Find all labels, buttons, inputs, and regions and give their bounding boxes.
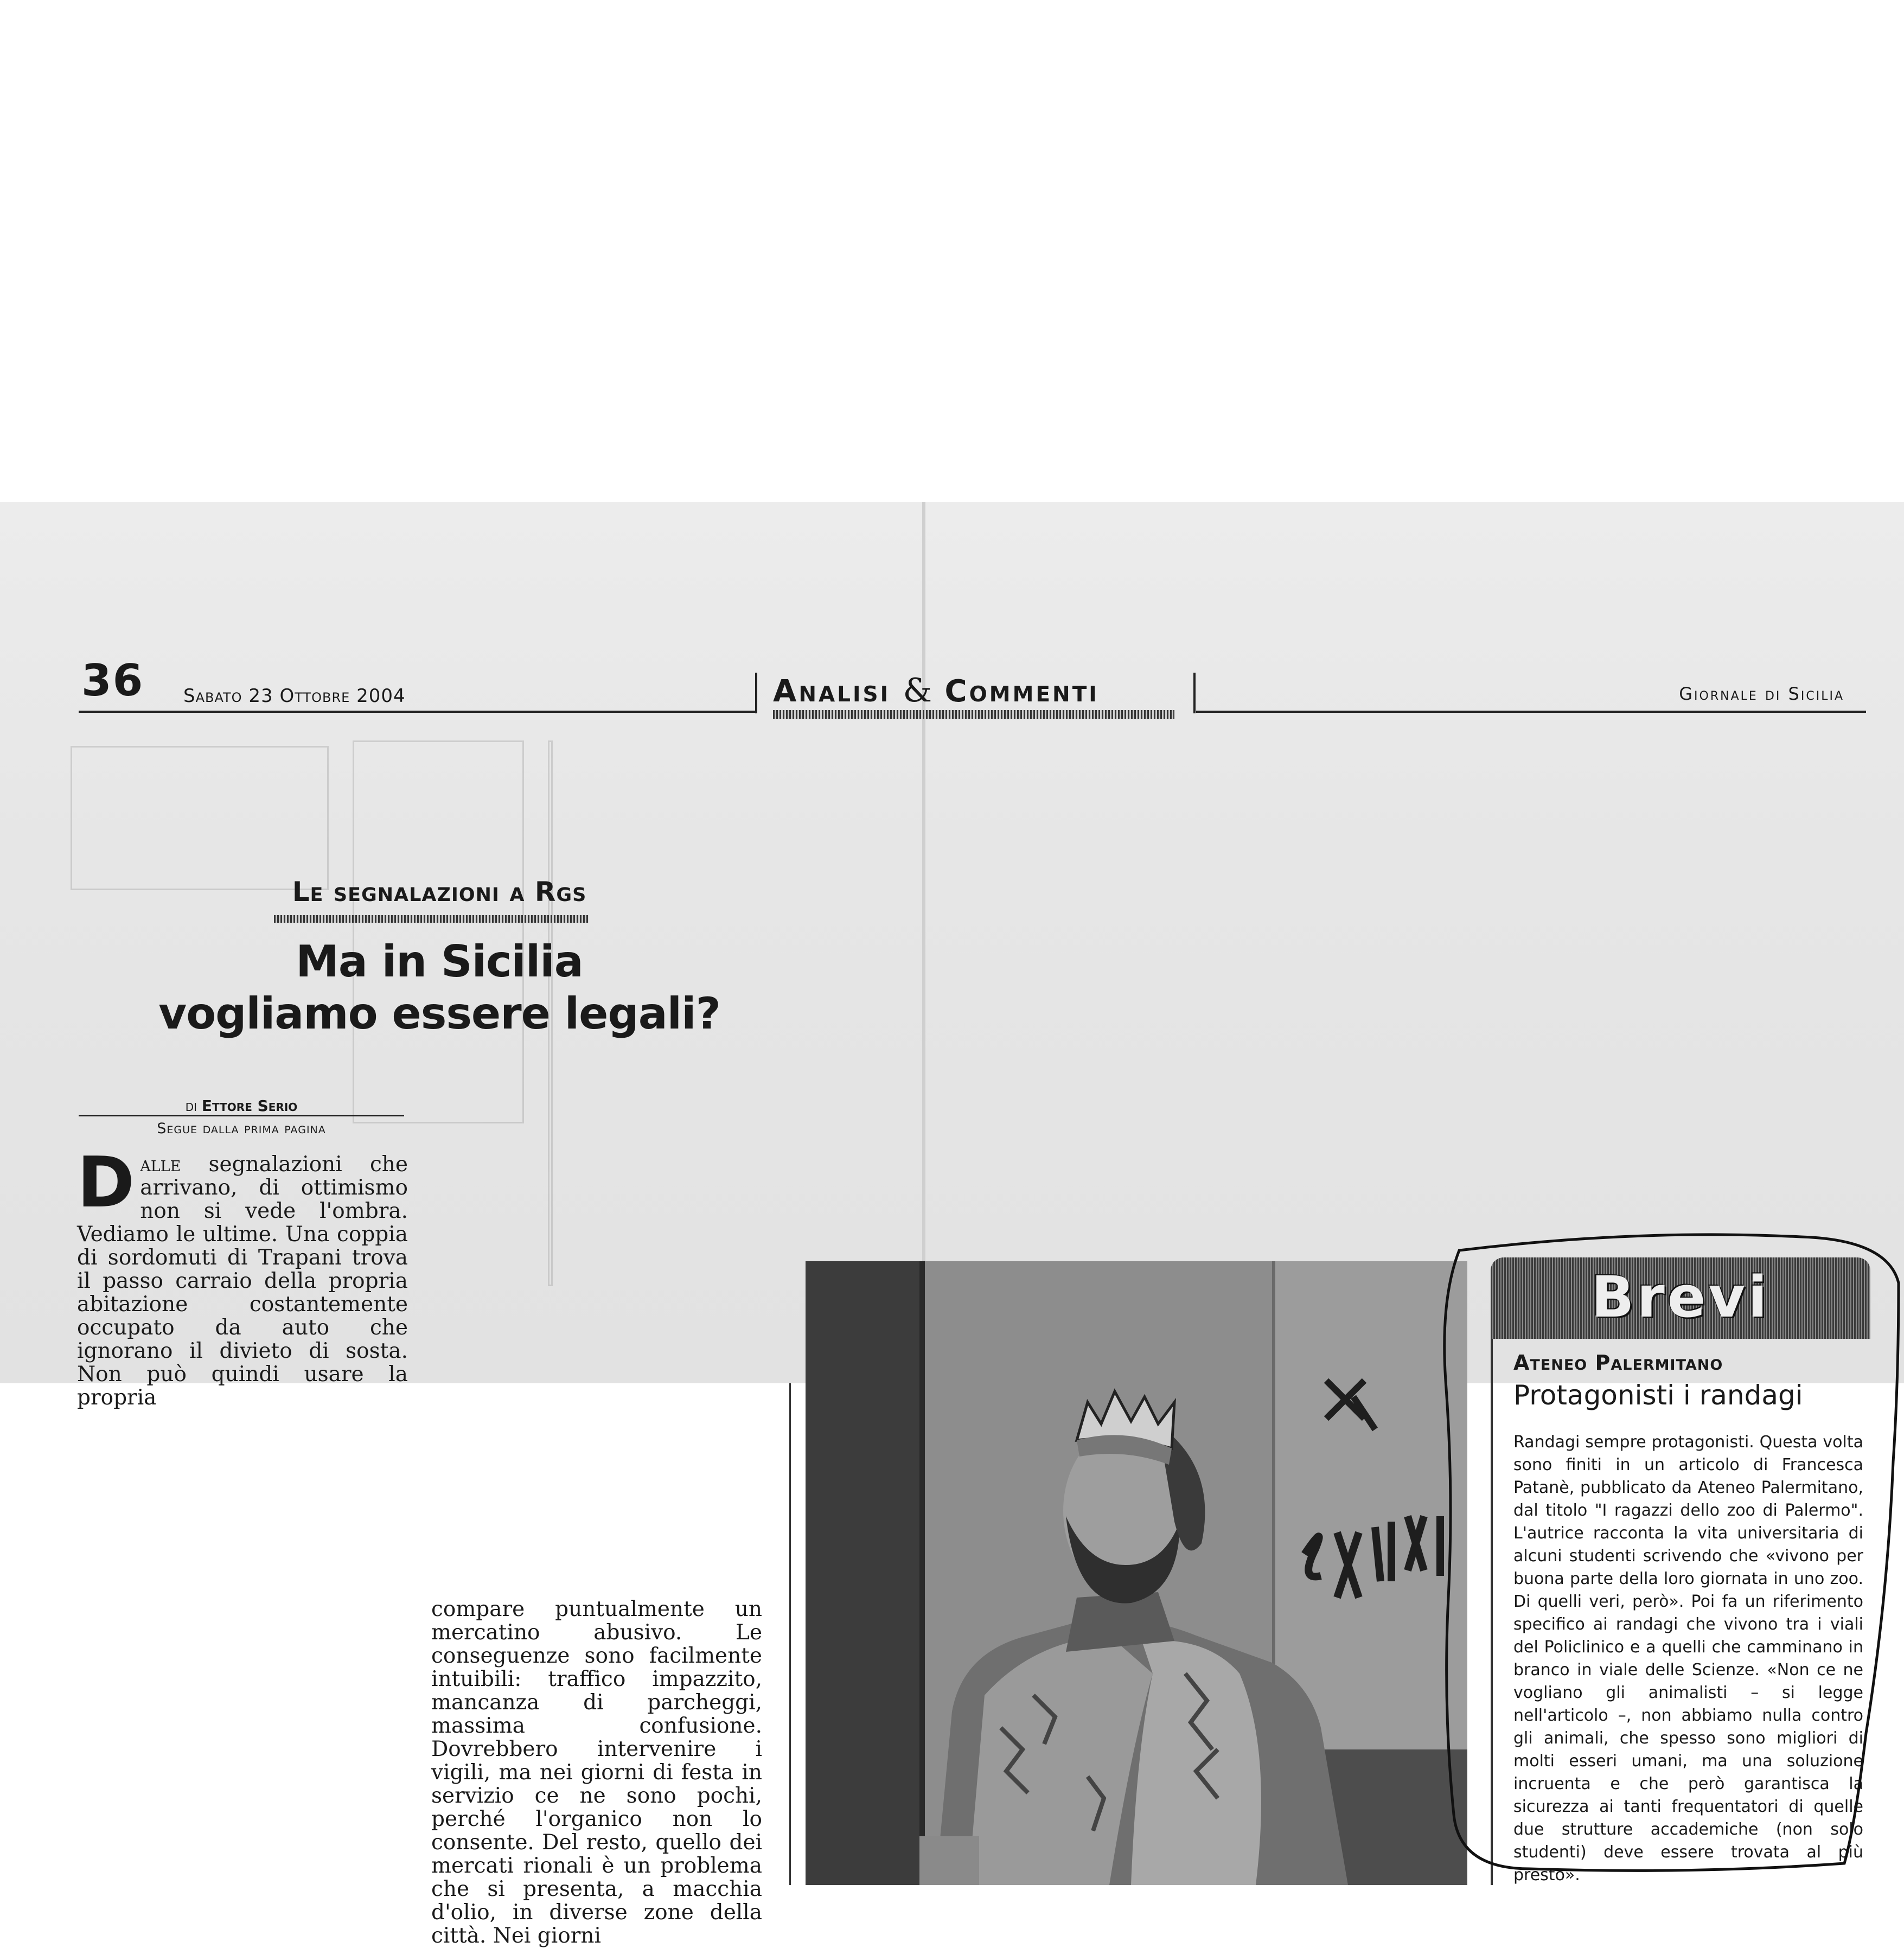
section-hatch-rule bbox=[773, 710, 1174, 719]
article-column-2: compare puntualmente un mercatino abusivo. Le conseguenze sono facilmente intuibili: traffico impazzito, mancanza di parcheggi, massima confusione. Dovrebbero intervenire i vigili, ma nei giorni di festa in servizio ce ne sono pochi, perché l'organico non lo consente. Del resto, quello dei mercati rionali è un problema che si presenta, a macchia d'olio, in diverse zone della città. Nei giorni bbox=[431, 1597, 762, 1948]
dropcap: D bbox=[77, 1142, 135, 1223]
article-column-1 bbox=[77, 1142, 408, 1410]
newspaper-name: Giornale di Sicilia bbox=[1679, 684, 1844, 704]
section-divider-left bbox=[755, 673, 757, 713]
section-title-amp: & bbox=[903, 672, 932, 710]
brevi-headline: Protagonisti i randagi bbox=[1513, 1379, 1803, 1411]
page-fold bbox=[922, 502, 925, 1383]
section-title bbox=[773, 672, 1099, 710]
header-rule-right bbox=[1196, 711, 1866, 713]
brevi-kicker: Ateneo Palermitano bbox=[1513, 1351, 1723, 1375]
pen-annotation bbox=[1421, 1218, 1904, 1885]
lead-word: alle bbox=[140, 1152, 181, 1177]
newspaper-page bbox=[0, 502, 1904, 1948]
column-1-text: segnalazioni che arrivano, di ottimismo non si vede l'ombra. Vediamo le ultime. Una coppia di sordomuti di Trapani trova il passo carraio della propria abitazione costantemente occupato da auto che ignorano il divieto di sosta. Non può quindi usare la propria bbox=[77, 1152, 408, 1410]
byline-rule bbox=[79, 1115, 404, 1116]
page-number: 36 bbox=[81, 655, 144, 706]
article-kicker: Le segnalazioni a Rgs bbox=[292, 876, 587, 908]
continued-from-front: Segue dalla prima pagina bbox=[157, 1120, 326, 1137]
brevi-title: Brevi bbox=[1591, 1264, 1770, 1330]
section-title-left: Analisi bbox=[773, 674, 891, 709]
section-divider-right bbox=[1193, 673, 1196, 713]
article-headline bbox=[81, 936, 797, 1040]
headline-line-1: Ma in Sicilia bbox=[296, 936, 583, 987]
statue-photo bbox=[806, 1261, 1467, 1885]
byline bbox=[79, 1097, 404, 1115]
byline-author: Ettore Serio bbox=[201, 1097, 298, 1115]
headline-line-2: vogliamo essere legali? bbox=[158, 988, 720, 1039]
brevi-text: Randagi sempre protagonisti. Questa volta sono finiti in un articolo di Francesca Patanè, pubblicato da Ateneo Palermitano, dal titolo "I ragazzi dello zoo di Palermo". L'autrice racconta la vita universitaria di alcuni studenti scrivendo che «vivono per buona parte della loro giornata in uno zoo. Di quelli veri, però». Poi fa un riferimento specifico ai randagi che vivono tra i viali del Policlinico e a quelli che camminano in branco in viale delle Scienze. «Non ce ne vogliano gli animalisti – si legge nell'articolo –, non abbiamo nulla contro gli animali, che spesso sono migliori di molti esseri umani, ma una soluzione incruenta e che però garantisca la sicurezza ai tanti frequentatori di quelle due strutture accademiche (non solo studenti) deve essere trovata al più presto». bbox=[1513, 1433, 1863, 1885]
kicker-hatch-rule bbox=[274, 915, 589, 923]
page-date: Sabato 23 Ottobre 2004 bbox=[183, 685, 406, 707]
section-title-right: Commenti bbox=[944, 674, 1099, 709]
header-rule-left bbox=[79, 711, 757, 713]
byline-prefix: di bbox=[185, 1097, 197, 1115]
column-divider bbox=[789, 1383, 791, 1885]
